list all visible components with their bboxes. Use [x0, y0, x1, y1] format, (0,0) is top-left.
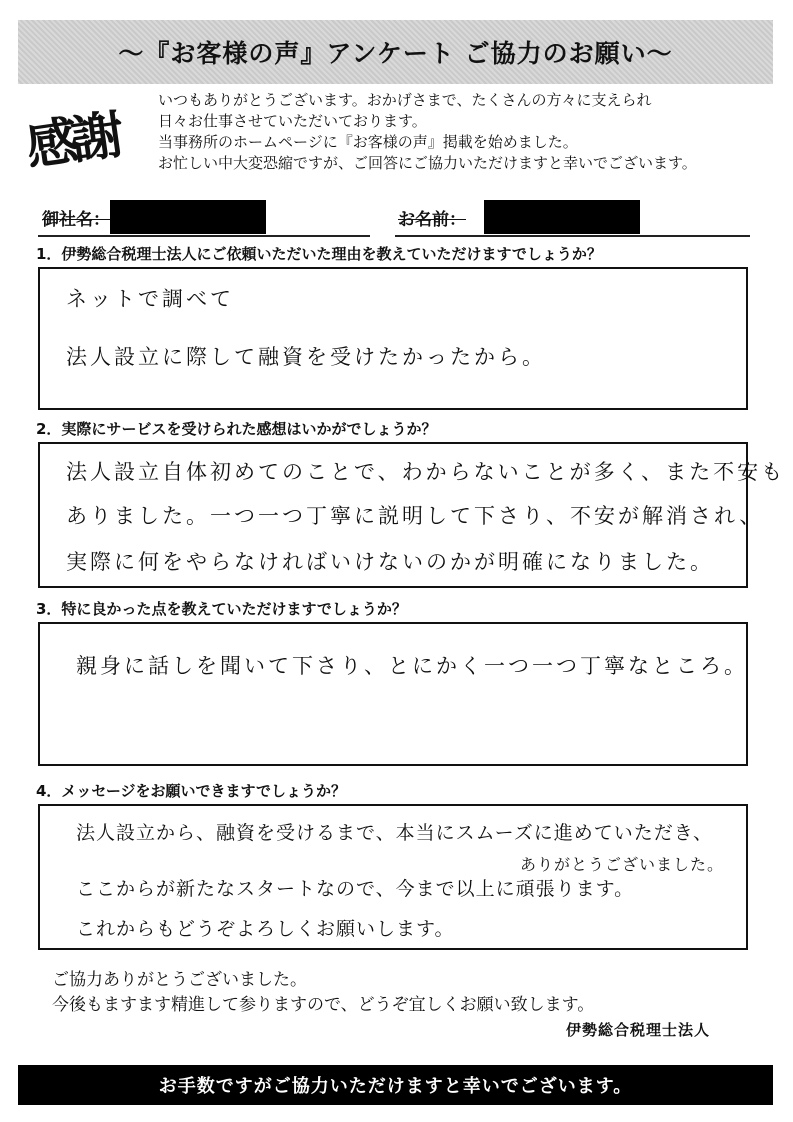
- kansha-calligraphy: 感謝: [22, 104, 122, 178]
- name-redaction: [484, 200, 640, 234]
- answer-4-line: ありがとうございました。: [520, 855, 725, 874]
- answer-1-line: ネットで調べて: [66, 287, 234, 311]
- firm-signature: 伊勢総合税理士法人: [566, 1021, 711, 1039]
- company-redaction: [110, 200, 266, 234]
- intro-line: 当事務所のホームページに『お客様の声』掲載を始めました。: [158, 133, 578, 151]
- question-1: 1．伊勢総合税理士法人にご依頼いただいた理由を教えていただけますでしょうか？: [36, 245, 602, 263]
- answer-box-4: [38, 804, 748, 950]
- answer-1-line: 法人設立に際して融資を受けたかったから。: [66, 345, 546, 369]
- answer-4-line: これからもどうぞよろしくお願いします。: [76, 918, 455, 940]
- company-label: 御社名：: [42, 209, 110, 230]
- intro-line: いつもありがとうございます。おかげさまで、たくさんの方々に支えられ: [158, 91, 652, 109]
- intro-line: 日々お仕事させていただいております。: [158, 112, 427, 130]
- answer-4-line: ここからが新たなスタートなので、今まで以上に頑張ります。: [76, 878, 635, 900]
- company-field: [42, 200, 266, 234]
- question-4: 4．メッセージをお願いできますでしょうか？: [36, 782, 346, 800]
- footer-text: お手数ですがご協力いただけますと幸いでございます。: [158, 1076, 633, 1097]
- answer-box-2: [38, 442, 786, 588]
- page-title: ～『お客様の声』アンケート ご協力のお願い～: [118, 39, 673, 68]
- answer-2-line: ありました。一つ一つ丁寧に説明して下さり、不安が解消され、: [66, 504, 764, 528]
- answer-2-line: 実際に何をやらなければいけないのかが明確になりました。: [66, 550, 714, 574]
- closing-thanks: ご協力ありがとうございました。: [52, 970, 307, 990]
- closing-message: 今後もますます精進して参りますので、どうぞ宜しくお願い致します。: [52, 995, 595, 1015]
- name-field: [398, 200, 640, 234]
- intro-line: お忙しい中大変恐縮ですが、ご回答にご協力いただけますと幸いでございます。: [158, 154, 697, 172]
- question-2: 2．実際にサービスを受けられた感想はいかがでしょうか？: [36, 420, 437, 438]
- company-underline: [38, 235, 370, 237]
- footer-banner: [18, 1065, 773, 1105]
- answer-3-line: 親身に話しを聞いて下さり、とにかく一つ一つ丁寧なところ。: [76, 654, 748, 678]
- answer-box-3: [38, 622, 748, 766]
- answer-4-line: 法人設立から、融資を受けるまで、本当にスムーズに進めていただき、: [76, 822, 713, 844]
- question-3: 3．特に良かった点を教えていただけますでしょうか？: [36, 600, 407, 618]
- answer-2-line: 法人設立自体初めてのことで、わからないことが多く、また不安も: [66, 460, 786, 484]
- title-banner: [18, 20, 773, 84]
- name-underline: [395, 235, 750, 237]
- answer-box-1: [38, 267, 748, 410]
- name-label: お名前：: [398, 209, 466, 230]
- intro-text: [158, 90, 768, 174]
